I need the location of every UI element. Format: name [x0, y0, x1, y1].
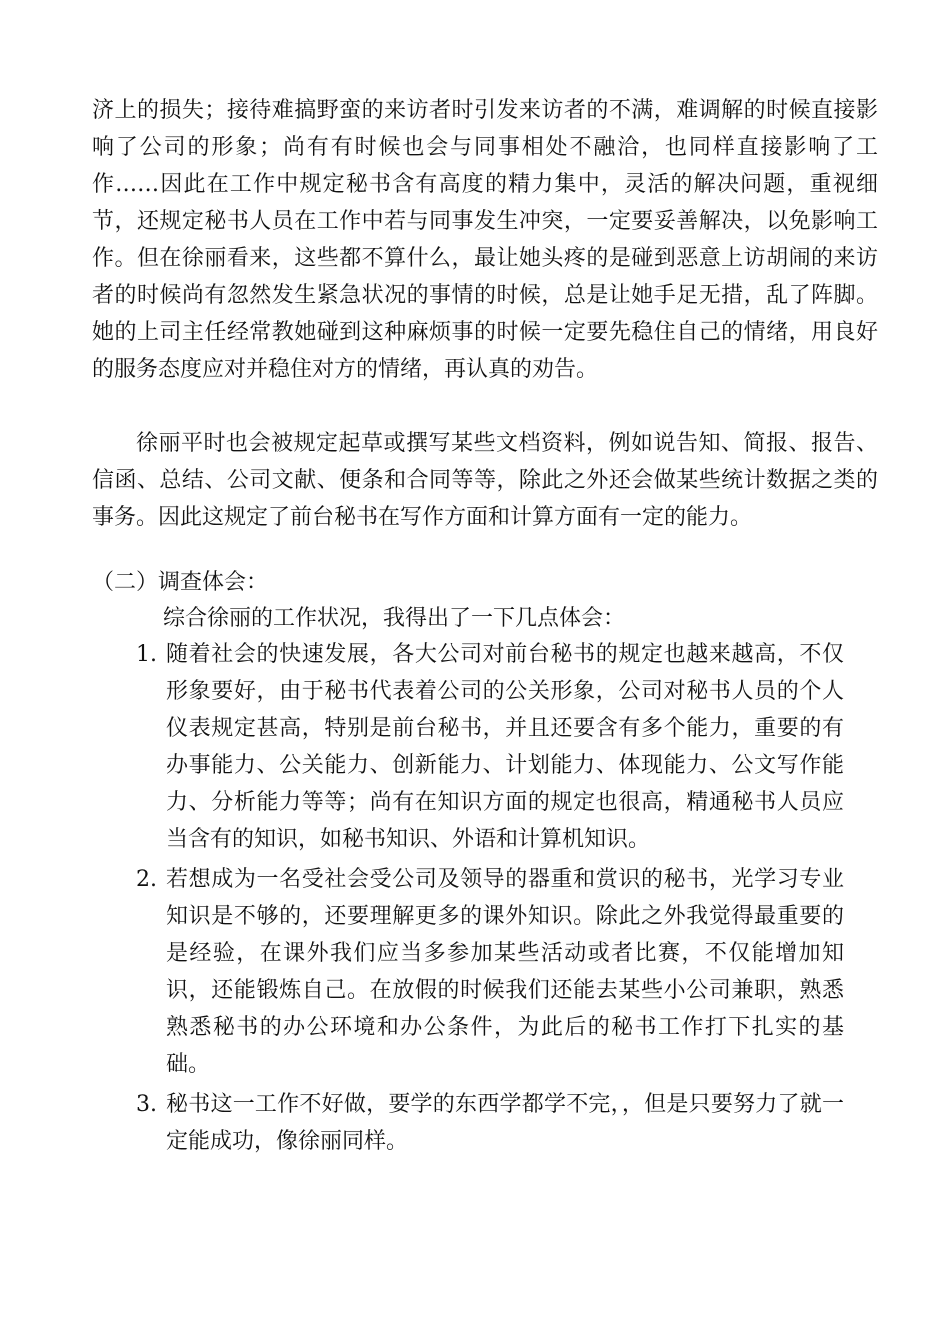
list-item-text: 随着社会的快速发展，各大公司对前台秘书的规定也越来越高，不仅形象要好，由于秘书代表着公司的公关形象，公司对秘书人员的个人仪表规定甚高，特别是前台秘书，并且还要含有多个能力，重要的有办事能力、公关能力、创新能力、计划能力、体现能力、公文写作能力、分析能力等等；尚有在知识方面的规定也很高，精通秘书人员应当含有的知识，如秘书知识、外语和计算机知识。 — [166, 642, 844, 852]
paragraph-continued: 济上的损失；接待难搞野蛮的来访者时引发来访者的不满，难调解的时候直接影响了公司的形象；尚有有时候也会与同事相处不融洽，也同样直接影响了工作……因此在工作中规定秘书含有高度的精力集中，灵活的解决问题，重视细节，还规定秘书人员在工作中若与同事发生冲突，一定要妥善解决，以免影响工作。但在徐丽看来，这些都不算什么，最让她头疼的是碰到恶意上访胡闹的来访者的时候尚有忽然发生紧急状况的事情的时候，总是让她手足无措，乱了阵脚。她的上司主任经常教她碰到这种麻烦事的时候一定要先稳住自己的情绪，用良好的服务态度应对并稳住对方的情绪，再认真的劝告。 — [92, 98, 878, 382]
list-item — [124, 1086, 844, 1160]
list-item-text: 若想成为一名受社会受公司及领导的器重和赏识的秘书，光学习专业知识是不够的，还要理解更多的课外知识。除此之外我觉得最重要的是经验，在课外我们应当多参加某些活动或者比赛，不仅能增加知识，还能锻炼自己。在放假的时候我们还能去某些小公司兼职，熟悉熟悉秘书的办公环境和办公条件，为此后的秘书工作打下扎实的基础。 — [166, 867, 844, 1077]
insights-list — [124, 636, 844, 1163]
list-number: 2. — [136, 867, 157, 892]
list-number: 3. — [136, 1092, 157, 1117]
section-heading: （二）调查体会： — [92, 570, 269, 595]
list-item — [124, 861, 844, 1083]
list-number: 1. — [136, 642, 157, 667]
list-item — [124, 636, 844, 858]
list-item-text: 秘书这一工作不好做，要学的东西学都学不完，，但是只要努力了就一定能成功，像徐丽同样。 — [166, 1092, 844, 1154]
section-intro: 综合徐丽的工作状况，我得出了一下几点体会： — [163, 606, 626, 631]
paragraph-writing-duties: 徐丽平时也会被规定起草或撰写某些文档资料，例如说告知、简报、报告、信函、总结、公司文献、便条和合同等等，除此之外还会做某些统计数据之类的事务。因此这规定了前台秘书在写作方面和计算方面有一定的能力。 — [92, 431, 878, 530]
